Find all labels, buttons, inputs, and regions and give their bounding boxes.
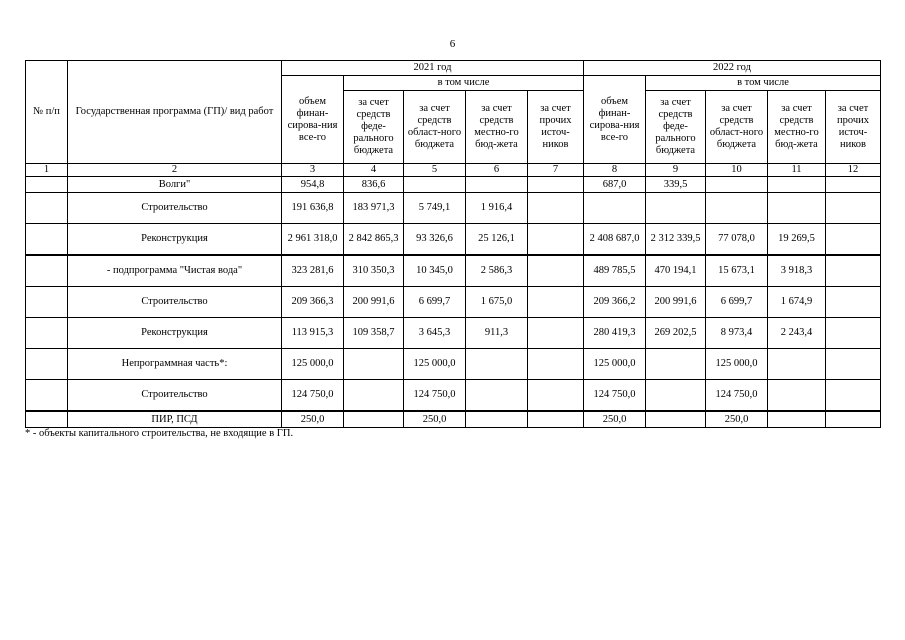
- header-col-num: № п/п: [26, 61, 68, 164]
- value-cell: 3 918,3: [768, 255, 826, 287]
- column-number-cell: 11: [768, 164, 826, 177]
- value-cell: 687,0: [584, 177, 646, 193]
- value-cell: [466, 380, 528, 412]
- value-cell: 269 202,5: [646, 318, 706, 349]
- header-2021-federal: за счет средств феде-рального бюджета: [344, 91, 404, 164]
- value-cell: 10 345,0: [404, 255, 466, 287]
- value-cell: 323 281,6: [282, 255, 344, 287]
- value-cell: [706, 177, 768, 193]
- row-number-cell: [26, 177, 68, 193]
- value-cell: [768, 380, 826, 412]
- value-cell: 2 312 339,5: [646, 224, 706, 256]
- column-number-cell: 8: [584, 164, 646, 177]
- value-cell: 125 000,0: [282, 349, 344, 380]
- table-row: [26, 411, 881, 428]
- value-cell: 1 674,9: [768, 287, 826, 318]
- value-cell: [646, 380, 706, 412]
- value-cell: [404, 177, 466, 193]
- value-cell: [826, 411, 881, 428]
- value-cell: [584, 193, 646, 224]
- header-2022-other: за счет прочих источ-ников: [826, 91, 881, 164]
- value-cell: 2 842 865,3: [344, 224, 404, 256]
- value-cell: [528, 349, 584, 380]
- table-row: [26, 380, 881, 412]
- header-2022-regional: за счет средств област-ного бюджета: [706, 91, 768, 164]
- value-cell: 1 675,0: [466, 287, 528, 318]
- value-cell: 15 673,1: [706, 255, 768, 287]
- row-number-cell: [26, 380, 68, 412]
- value-cell: 125 000,0: [584, 349, 646, 380]
- value-cell: [768, 193, 826, 224]
- column-number-cell: 5: [404, 164, 466, 177]
- value-cell: [646, 193, 706, 224]
- value-cell: 250,0: [404, 411, 466, 428]
- row-name-cell: Реконструкция: [68, 318, 282, 349]
- header-2022-volume: объем финан-сирова-ния все-го: [584, 76, 646, 164]
- value-cell: [768, 177, 826, 193]
- value-cell: [344, 411, 404, 428]
- header-2021-including: в том числе: [344, 76, 584, 91]
- value-cell: 2 961 318,0: [282, 224, 344, 256]
- value-cell: [528, 411, 584, 428]
- value-cell: 489 785,5: [584, 255, 646, 287]
- row-name-cell: Строительство: [68, 380, 282, 412]
- value-cell: 93 326,6: [404, 224, 466, 256]
- value-cell: 200 991,6: [646, 287, 706, 318]
- value-cell: 339,5: [646, 177, 706, 193]
- value-cell: 280 419,3: [584, 318, 646, 349]
- value-cell: [528, 287, 584, 318]
- value-cell: 470 194,1: [646, 255, 706, 287]
- financing-table: [25, 60, 881, 428]
- value-cell: 310 350,3: [344, 255, 404, 287]
- header-year-2022: 2022 год: [584, 61, 881, 76]
- header-2021-regional: за счет средств област-ного бюджета: [404, 91, 466, 164]
- value-cell: [528, 193, 584, 224]
- column-number-cell: 7: [528, 164, 584, 177]
- column-number-cell: 12: [826, 164, 881, 177]
- value-cell: 250,0: [282, 411, 344, 428]
- header-2022-including: в том числе: [646, 76, 881, 91]
- value-cell: 8 973,4: [706, 318, 768, 349]
- value-cell: [826, 255, 881, 287]
- column-number-cell: 6: [466, 164, 528, 177]
- table-row: [26, 255, 881, 287]
- value-cell: [826, 349, 881, 380]
- column-number-cell: 4: [344, 164, 404, 177]
- header-2021-other: за счет прочих источ-ников: [528, 91, 584, 164]
- header-2021-volume: объем финан-сирова-ния все-го: [282, 76, 344, 164]
- header-col-program: Государственная программа (ГП)/ вид работ: [68, 61, 282, 164]
- value-cell: [826, 177, 881, 193]
- value-cell: [826, 224, 881, 256]
- value-cell: 250,0: [584, 411, 646, 428]
- value-cell: 124 750,0: [282, 380, 344, 412]
- value-cell: 250,0: [706, 411, 768, 428]
- page-number: 6: [449, 38, 456, 50]
- header-2022-federal: за счет средств феде-рального бюджета: [646, 91, 706, 164]
- value-cell: 124 750,0: [706, 380, 768, 412]
- value-cell: [528, 318, 584, 349]
- value-cell: [344, 349, 404, 380]
- value-cell: 3 645,3: [404, 318, 466, 349]
- value-cell: 124 750,0: [584, 380, 646, 412]
- value-cell: 125 000,0: [404, 349, 466, 380]
- value-cell: [768, 349, 826, 380]
- column-number-cell: 3: [282, 164, 344, 177]
- column-number-cell: 9: [646, 164, 706, 177]
- value-cell: 954,8: [282, 177, 344, 193]
- value-cell: [344, 380, 404, 412]
- value-cell: [528, 380, 584, 412]
- row-number-cell: [26, 411, 68, 428]
- footnote: * - объекты капитального строительства, не входящие в ГП.: [25, 428, 294, 439]
- value-cell: 109 358,7: [344, 318, 404, 349]
- row-number-cell: [26, 318, 68, 349]
- value-cell: [826, 318, 881, 349]
- value-cell: 2 408 687,0: [584, 224, 646, 256]
- row-number-cell: [26, 349, 68, 380]
- value-cell: 911,3: [466, 318, 528, 349]
- row-number-cell: [26, 193, 68, 224]
- header-2022-local: за счет средств местно-го бюд-жета: [768, 91, 826, 164]
- row-name-cell: ПИР, ПСД: [68, 411, 282, 428]
- row-name-cell: - подпрограмма "Чистая вода": [68, 255, 282, 287]
- value-cell: 2 586,3: [466, 255, 528, 287]
- column-number-cell: 10: [706, 164, 768, 177]
- row-number-cell: [26, 255, 68, 287]
- value-cell: 5 749,1: [404, 193, 466, 224]
- row-name-cell: Волги": [68, 177, 282, 193]
- row-name-cell: Строительство: [68, 193, 282, 224]
- value-cell: 183 971,3: [344, 193, 404, 224]
- header-2021-local: за счет средств местно-го бюд-жета: [466, 91, 528, 164]
- value-cell: 209 366,3: [282, 287, 344, 318]
- table-row: [26, 193, 881, 224]
- table-row: [26, 177, 881, 193]
- value-cell: 77 078,0: [706, 224, 768, 256]
- value-cell: [646, 349, 706, 380]
- value-cell: 209 366,2: [584, 287, 646, 318]
- value-cell: 200 991,6: [344, 287, 404, 318]
- value-cell: [466, 411, 528, 428]
- table-row: [26, 224, 881, 256]
- value-cell: 6 699,7: [404, 287, 466, 318]
- value-cell: 25 126,1: [466, 224, 528, 256]
- value-cell: [466, 177, 528, 193]
- value-cell: [528, 177, 584, 193]
- value-cell: [826, 193, 881, 224]
- row-number-cell: [26, 224, 68, 256]
- row-name-cell: Реконструкция: [68, 224, 282, 256]
- value-cell: [706, 193, 768, 224]
- column-number-cell: 2: [68, 164, 282, 177]
- value-cell: 113 915,3: [282, 318, 344, 349]
- value-cell: 836,6: [344, 177, 404, 193]
- table-row: [26, 287, 881, 318]
- value-cell: 125 000,0: [706, 349, 768, 380]
- value-cell: [646, 411, 706, 428]
- value-cell: [826, 380, 881, 412]
- value-cell: [466, 349, 528, 380]
- value-cell: 124 750,0: [404, 380, 466, 412]
- header-year-2021: 2021 год: [282, 61, 584, 76]
- row-name-cell: Непрограммная часть*:: [68, 349, 282, 380]
- row-name-cell: Строительство: [68, 287, 282, 318]
- value-cell: 191 636,8: [282, 193, 344, 224]
- value-cell: 19 269,5: [768, 224, 826, 256]
- value-cell: [768, 411, 826, 428]
- value-cell: [826, 287, 881, 318]
- value-cell: 1 916,4: [466, 193, 528, 224]
- value-cell: 6 699,7: [706, 287, 768, 318]
- value-cell: 2 243,4: [768, 318, 826, 349]
- table-row: [26, 318, 881, 349]
- value-cell: [528, 255, 584, 287]
- value-cell: [528, 224, 584, 256]
- column-number-cell: 1: [26, 164, 68, 177]
- table-row: [26, 349, 881, 380]
- row-number-cell: [26, 287, 68, 318]
